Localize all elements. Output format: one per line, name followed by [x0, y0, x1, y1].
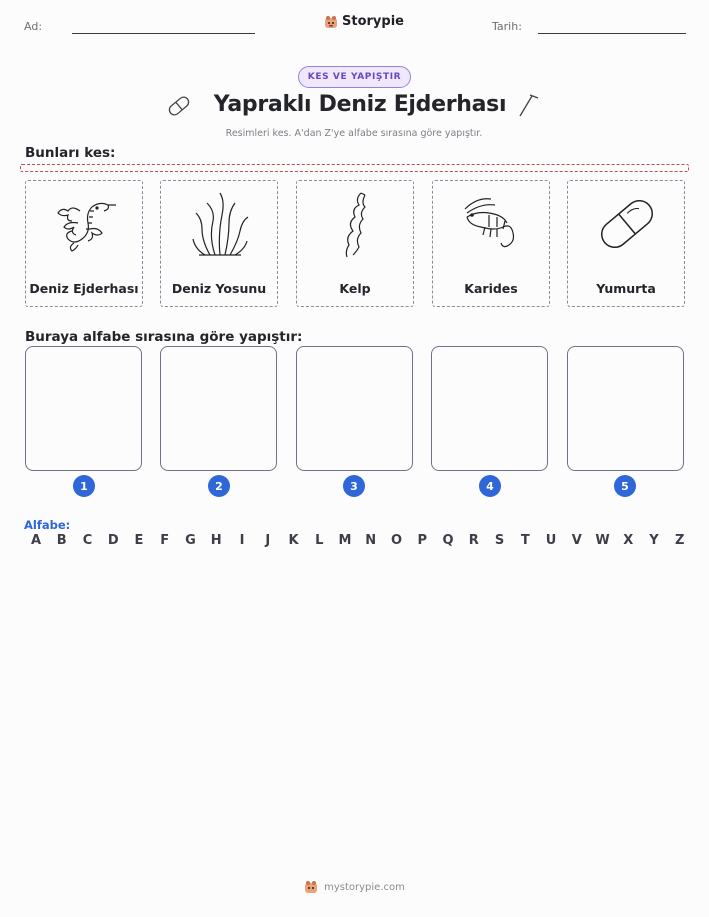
paste-heading: Buraya alfabe sırasına göre yapıştır:: [25, 329, 303, 345]
alphabet-letter: K: [288, 533, 299, 548]
name-line[interactable]: [72, 33, 255, 34]
cut-card-3[interactable]: [296, 180, 414, 307]
alphabet-letter: Y: [649, 533, 659, 548]
card-label: Kelp: [339, 281, 371, 296]
alphabet-letter: X: [623, 533, 634, 548]
alphabet-letter: F: [160, 533, 170, 548]
card-label: Deniz Ejderhası: [29, 281, 139, 296]
name-label: Ad:: [24, 20, 43, 33]
cut-card-5[interactable]: [567, 180, 685, 307]
page-title: Yapraklı Deniz Ejderhası: [213, 92, 507, 117]
alphabet-letter: T: [520, 533, 530, 548]
alphabet-letter: M: [338, 533, 352, 548]
alphabet-letter: N: [365, 533, 377, 548]
shrimp-icon: [457, 189, 527, 259]
alphabet-letter: O: [390, 533, 403, 548]
alphabet-letter: A: [30, 533, 42, 548]
paste-box-5[interactable]: [567, 346, 684, 471]
paste-box-2[interactable]: [160, 346, 277, 471]
alphabet-title: Alfabe:: [24, 518, 71, 532]
page-subtitle: Resimleri kes. A'dan Z'ye alfabe sırasına göre yapıştır.: [225, 128, 483, 139]
alphabet-letter: L: [315, 533, 324, 548]
alphabet-letter: I: [239, 533, 245, 548]
position-number-1: 1: [73, 475, 95, 497]
date-label: Tarih:: [492, 20, 522, 33]
position-number-5: 5: [614, 475, 636, 497]
alphabet-letter: Q: [442, 533, 454, 548]
alphabet-letter: J: [265, 533, 271, 548]
alphabet-letter: S: [494, 533, 505, 548]
alphabet-letter: C: [82, 533, 93, 548]
alphabet-letter: E: [134, 533, 144, 548]
storypie-footer-logo-icon: [304, 880, 318, 894]
activity-badge: KES VE YAPIŞTIR: [298, 66, 411, 88]
cut-card-4[interactable]: [432, 180, 550, 307]
alphabet-letter: R: [468, 533, 479, 548]
card-label: Yumurta: [596, 281, 656, 296]
seaweed-icon: [185, 189, 255, 259]
position-number-4: 4: [479, 475, 501, 497]
paste-box-4[interactable]: [431, 346, 548, 471]
alphabet-letter: D: [107, 533, 119, 548]
alphabet-letter: V: [571, 533, 582, 548]
brand-name: Storypie: [342, 14, 404, 29]
alphabet-letter: P: [417, 533, 428, 548]
card-label: Karides: [464, 281, 518, 296]
alphabet-letter: U: [545, 533, 557, 548]
storypie-logo-icon: [324, 15, 338, 29]
cut-card-1[interactable]: [25, 180, 143, 307]
cut-card-2[interactable]: [160, 180, 278, 307]
cut-line: [20, 164, 689, 172]
seadragon-icon: [50, 189, 120, 259]
alphabet-letter: W: [595, 533, 610, 548]
pencil-decor-icon: [512, 90, 542, 120]
position-number-3: 3: [343, 475, 365, 497]
paste-box-1[interactable]: [25, 346, 142, 471]
card-label: Deniz Yosunu: [171, 281, 267, 296]
footer: [0, 880, 709, 894]
paste-box-3[interactable]: [296, 346, 413, 471]
kelp-icon: [321, 189, 391, 259]
alphabet-letter: G: [185, 533, 196, 548]
cut-heading: Bunları kes:: [25, 145, 116, 161]
egg-capsule-icon: [592, 189, 662, 259]
alphabet-row: [28, 533, 688, 548]
date-line[interactable]: [538, 33, 686, 34]
footer-url[interactable]: mystorypie.com: [324, 881, 405, 893]
alphabet-letter: Z: [675, 533, 685, 548]
alphabet-letter: H: [210, 533, 222, 548]
position-number-2: 2: [208, 475, 230, 497]
alphabet-letter: B: [56, 533, 67, 548]
brand-logo: [324, 14, 404, 29]
